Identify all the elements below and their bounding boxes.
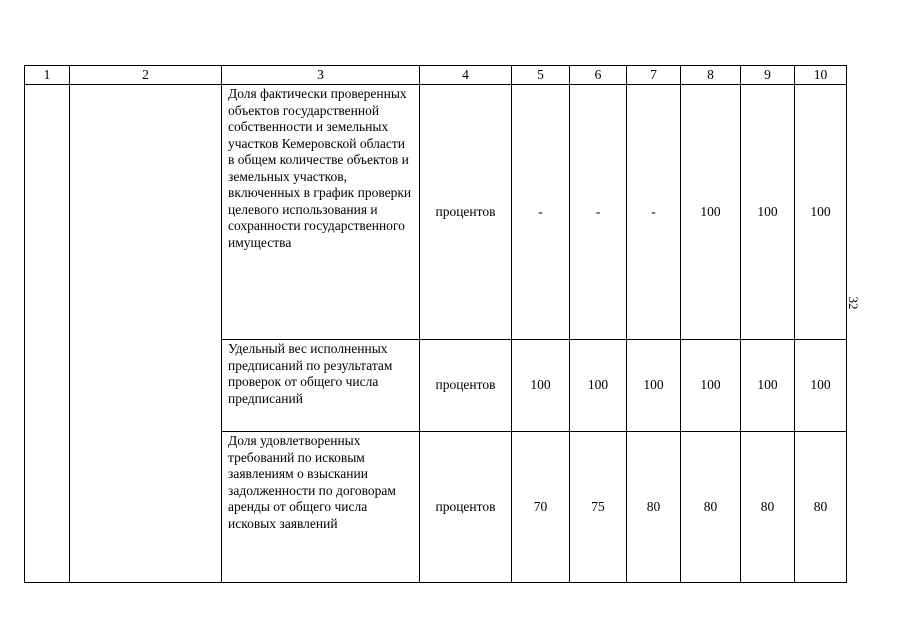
unit-cell: процентов	[420, 85, 512, 340]
value-cell: 100	[741, 85, 795, 340]
header-cell: 2	[70, 66, 222, 85]
table-row	[25, 85, 847, 340]
header-cell: 4	[420, 66, 512, 85]
unit-cell: процентов	[420, 432, 512, 583]
value-cell: 80	[741, 432, 795, 583]
header-cell: 10	[795, 66, 847, 85]
header-cell: 1	[25, 66, 70, 85]
header-cell: 6	[570, 66, 627, 85]
value-cell: 100	[741, 340, 795, 432]
indicator-description: Доля удовлетворенных требований по исковым заявлениям о взыскании задолженности по договорам аренды от общего числа исковых заявлений	[222, 432, 420, 583]
page-number: 32	[846, 296, 861, 310]
empty-cell-col2	[70, 85, 222, 583]
value-cell: 80	[627, 432, 681, 583]
value-cell: 100	[570, 340, 627, 432]
header-cell: 5	[512, 66, 570, 85]
value-cell: 100	[681, 85, 741, 340]
header-row	[25, 66, 847, 85]
value-cell: -	[570, 85, 627, 340]
value-cell: 100	[795, 85, 847, 340]
value-cell: 75	[570, 432, 627, 583]
header-cell: 7	[627, 66, 681, 85]
header-cell: 9	[741, 66, 795, 85]
indicators-table	[24, 65, 847, 583]
value-cell: 70	[512, 432, 570, 583]
value-cell: -	[627, 85, 681, 340]
value-cell: 80	[795, 432, 847, 583]
value-cell: 100	[512, 340, 570, 432]
indicator-description: Доля фактически проверенных объектов государственной собственности и земельных участков Кемеровской области в общем количестве объектов и земельных участков, включенных в график проверки целевого использования и сохранности государственного имущества	[222, 85, 420, 340]
indicator-description: Удельный вес исполненных предписаний по результатам проверок от общего числа предписаний	[222, 340, 420, 432]
value-cell: 80	[681, 432, 741, 583]
value-cell: -	[512, 85, 570, 340]
header-cell: 3	[222, 66, 420, 85]
unit-cell: процентов	[420, 340, 512, 432]
value-cell: 100	[681, 340, 741, 432]
value-cell: 100	[795, 340, 847, 432]
header-cell: 8	[681, 66, 741, 85]
value-cell: 100	[627, 340, 681, 432]
empty-cell-col1	[25, 85, 70, 583]
